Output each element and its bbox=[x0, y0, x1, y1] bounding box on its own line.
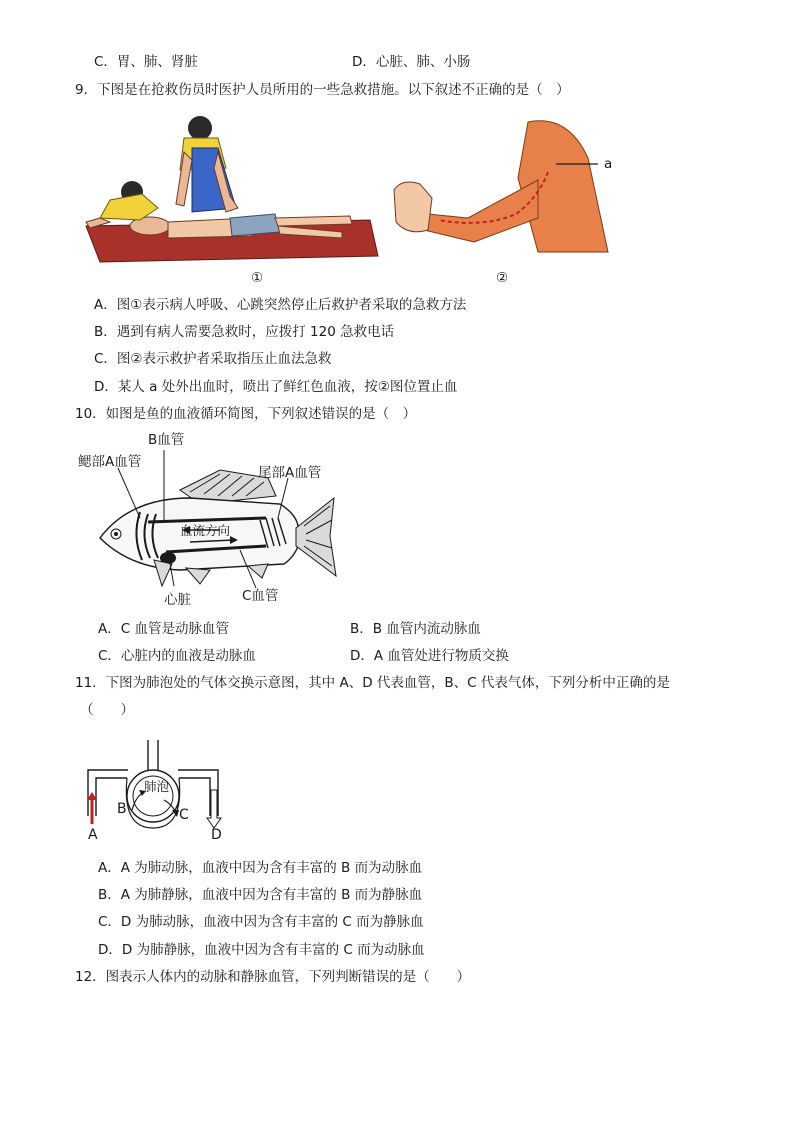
q9-option-a: A．图①表示病人呼吸、心跳突然停止后救护者采取的急救方法 bbox=[94, 297, 467, 313]
fish-label-c-vessel: C血管 bbox=[242, 588, 279, 604]
cpr-illustration bbox=[80, 108, 380, 268]
q8-option-c: C．胃、肺、肾脏 bbox=[94, 54, 198, 70]
fish-label-flow-direction: 血流方向 bbox=[180, 523, 231, 538]
fish-label-heart: 心脏 bbox=[164, 592, 191, 608]
q11-option-d: D．D 为肺静脉，血液中因为含有丰富的 C 而为动脉血 bbox=[98, 942, 425, 958]
q10-option-c: C．心脏内的血液是动脉血 bbox=[98, 648, 256, 664]
q9-option-b: B．遇到有病人需要急救时，应拨打 120 急救电话 bbox=[94, 324, 395, 340]
q9-figure-1-label: ① bbox=[251, 270, 264, 286]
q11-option-a: A．A 为肺动脉，血液中因为含有丰富的 B 而为动脉血 bbox=[98, 860, 423, 876]
q11-option-c: C．D 为肺动脉，血液中因为含有丰富的 C 而为静脉血 bbox=[98, 914, 424, 930]
q9-stem: 9．下图是在抢救伤员时医护人员所用的一些急救措施。以下叙述不正确的是（ ） bbox=[75, 82, 570, 98]
fish-label-b-vessel: B血管 bbox=[148, 432, 185, 448]
q10-stem: 10．如图是鱼的血液循环简图，下列叙述错误的是（ ） bbox=[75, 406, 417, 422]
q11-stem-paren: （ ） bbox=[80, 702, 134, 718]
vessel-label-d: D bbox=[211, 827, 222, 843]
q12-stem: 12．图表示人体内的动脉和静脉血管，下列判断错误的是（ ） bbox=[75, 969, 471, 985]
vessel-label-a: A bbox=[88, 827, 98, 843]
q10-option-a: A．C 血管是动脉血管 bbox=[98, 621, 229, 637]
gas-label-c: C bbox=[179, 807, 189, 823]
q11-option-b: B．A 为肺静脉，血液中因为含有丰富的 B 而为静脉血 bbox=[98, 887, 423, 903]
arm-pressure-illustration bbox=[388, 118, 614, 258]
q9-option-c: C．图②表示救护者采取指压止血法急救 bbox=[94, 351, 332, 367]
fish-label-tail-a-vessel: 尾部A血管 bbox=[258, 465, 322, 481]
gas-label-b: B bbox=[117, 801, 127, 817]
fish-label-gill-a-vessel: 鳃部A血管 bbox=[78, 454, 142, 470]
q9-figure-2-marker-a: a bbox=[604, 156, 613, 172]
q11-stem: 11．下图为肺泡处的气体交换示意图，其中 A、D 代表血管，B、C 代表气体，下列分析中正确的是 bbox=[75, 675, 670, 691]
q9-figure-2-label: ② bbox=[496, 270, 509, 286]
q10-option-b: B．B 血管内流动脉血 bbox=[350, 621, 481, 637]
q8-option-d: D．心脏、肺、小肠 bbox=[352, 54, 471, 70]
q10-option-d: D．A 血管处进行物质交换 bbox=[350, 648, 509, 664]
alveolus-label: 肺泡 bbox=[144, 779, 170, 794]
q9-option-d: D．某人 a 处外出血时，喷出了鲜红色血液，按②图位置止血 bbox=[94, 379, 458, 395]
